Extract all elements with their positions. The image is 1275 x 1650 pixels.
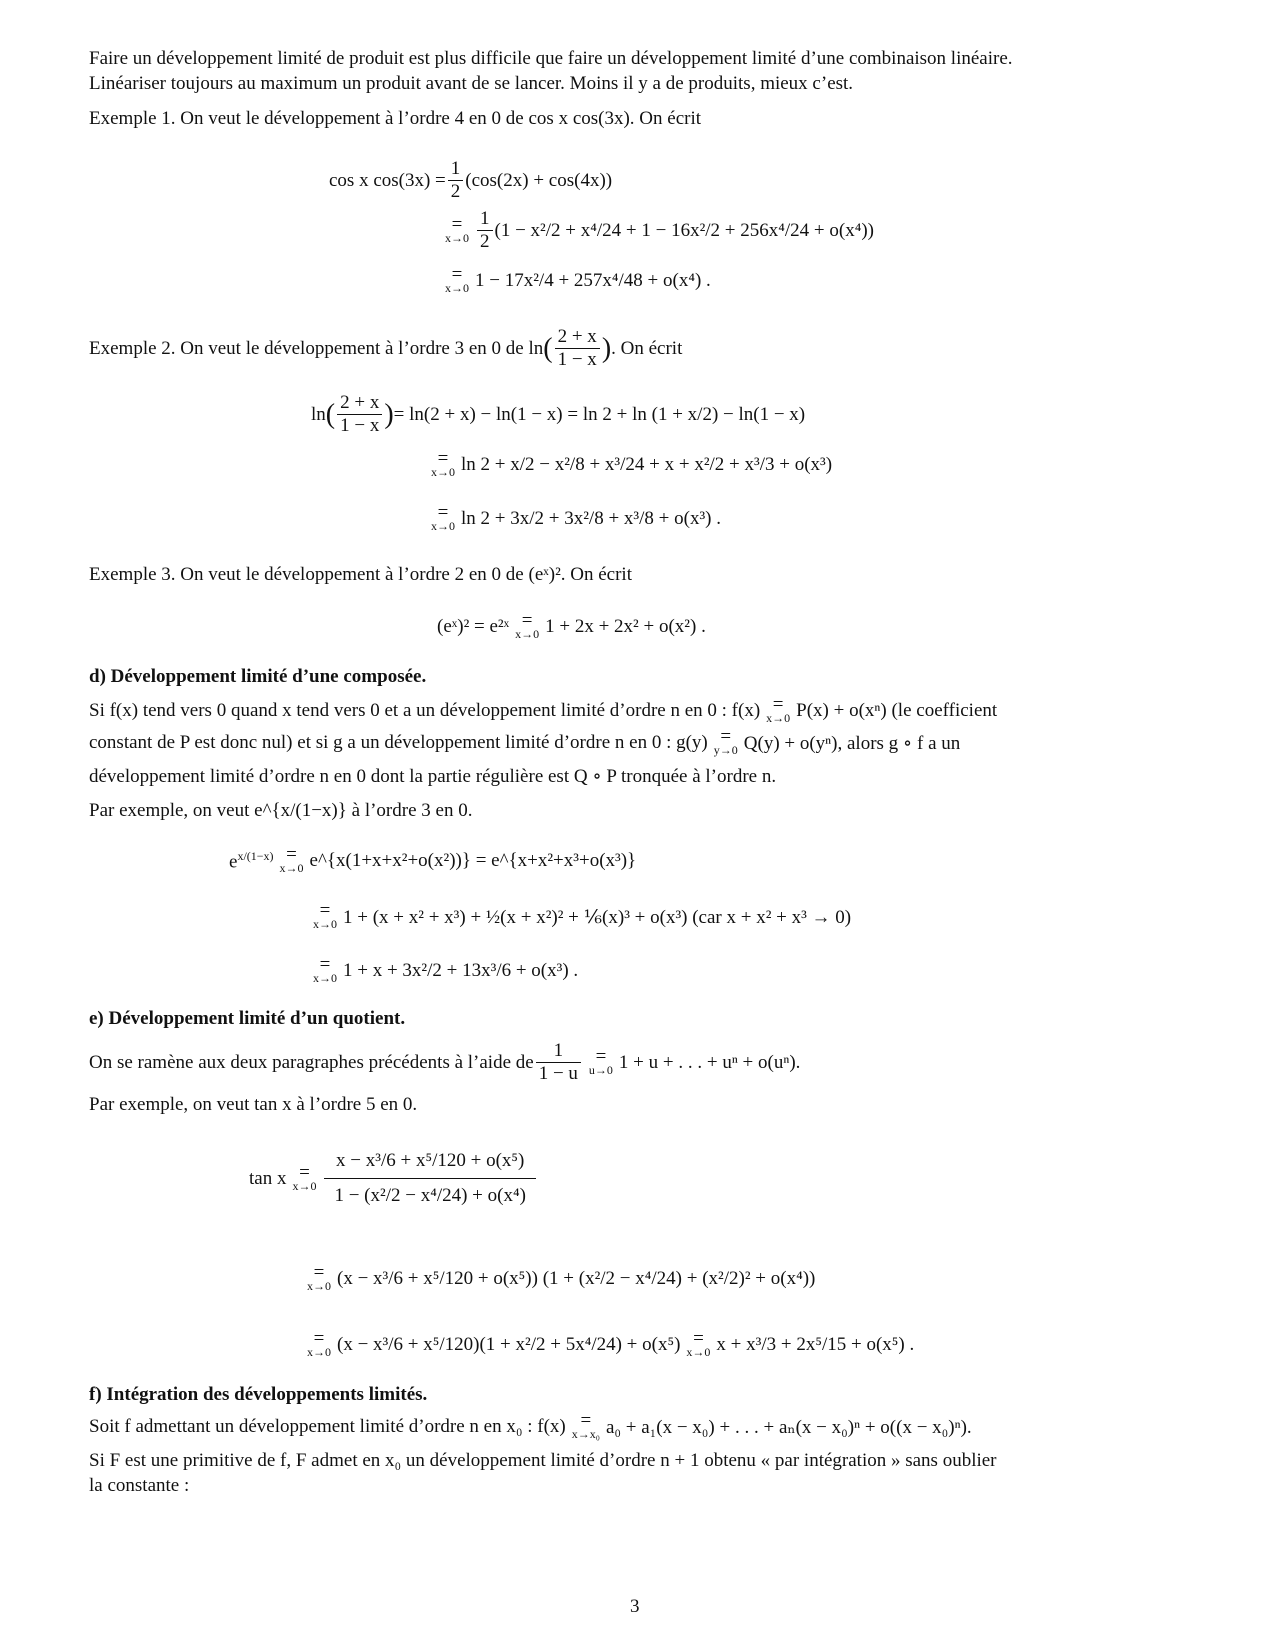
ex3-equation bbox=[437, 610, 706, 641]
tan-denominator: 1 − (x²/2 − x⁴/24) + o(x⁴) bbox=[334, 1185, 526, 1206]
ex2-rhs-2: ln 2 + x/2 − x²/8 + x³/24 + x + x²/2 + x³/3 + o(x³) bbox=[461, 454, 833, 475]
tan-numerator: x − x³/6 + x⁵/120 + o(x⁵) bbox=[324, 1144, 535, 1179]
intro-line-1: Faire un développement limité de produit est plus difficile que faire un développement limité d’une combinaison linéaire. bbox=[89, 48, 1013, 69]
fraction-half: $\frac{1}{2}$ bbox=[448, 158, 464, 203]
section-d-p1b: P(x) + o(xⁿ) (le coefficient bbox=[796, 700, 998, 721]
section-e bbox=[89, 1006, 1185, 1031]
ex2-equation-line-1: ln ( 2 + x 1 − x ) = ln(2 + x) − ln(1 − x) = ln 2 + ln (1 + x/2) − ln(1 − x) bbox=[311, 392, 806, 436]
section-e-eq3: (x − x³/6 + x⁵/120)(1 + x²/2 + 5x⁴/24) + o(x⁵) bbox=[337, 1334, 681, 1355]
section-d-p1: Si f(x) tend vers 0 quand x tend vers 0 et a un développement limité d’ordre n en 0 : f(x) bbox=[89, 700, 761, 721]
section-e-equation-3 bbox=[301, 1328, 915, 1359]
section-d-line-2 bbox=[89, 726, 961, 757]
eq-limit: = x→0 bbox=[313, 954, 337, 985]
ex1-rhs-1: (cos(2x) + cos(4x)) bbox=[465, 169, 613, 191]
fraction-2px-1mx: 2 + x 1 − x bbox=[337, 392, 382, 437]
section-d-p3: développement limité d’ordre n en 0 dont la partie régulière est Q ∘ P tronquée à l’ordre n. bbox=[89, 766, 777, 787]
page-number: 3 bbox=[630, 1596, 640, 1617]
fraction-half: 1 2 bbox=[477, 208, 493, 253]
ex1-equation-line-2 bbox=[439, 208, 874, 253]
section-e-eq2: (x − x³/6 + x⁵/120 + o(x⁵)) (1 + (x²/2 − x⁴/24) + (x²/2)² + o(x⁴)) bbox=[337, 1268, 816, 1289]
eq-limit: = x→x₀ bbox=[571, 1410, 600, 1441]
section-f-heading: f) Intégration des développements limités. bbox=[89, 1384, 428, 1405]
ex2-rhs-3: ln 2 + 3x/2 + 3x²/8 + x³/8 + o(x³) . bbox=[461, 508, 721, 529]
ex2-rhs-1: = ln(2 + x) − ln(1 − x) = ln 2 + ln (1 + x/2) − ln(1 − x) bbox=[393, 403, 806, 425]
eq-limit: = x→0 bbox=[431, 448, 455, 479]
section-f-paragraph bbox=[89, 1448, 1185, 1498]
ex1-rhs-3: 1 − 17x²/4 + 257x⁴/48 + o(x⁴) . bbox=[475, 270, 711, 291]
eq-limit: = x→0 bbox=[279, 844, 304, 875]
section-d-eq1: e^{x(1+x+x²+o(x²))} = e^{x+x²+x³+o(x³)} bbox=[309, 850, 637, 871]
eq-limit: = x→0 bbox=[313, 900, 337, 931]
section-d-line-4 bbox=[89, 798, 1185, 823]
eq-limit: = x→0 bbox=[431, 502, 455, 533]
section-f bbox=[89, 1382, 1185, 1407]
section-d-line-1 bbox=[89, 694, 998, 725]
section-e-p1b: 1 + u + . . . + uⁿ + o(uⁿ). bbox=[618, 1051, 801, 1073]
section-d-equation-3 bbox=[307, 954, 579, 985]
ex2-equation-line-3 bbox=[425, 502, 721, 533]
section-d-equation-1: $e^{x/(1-x)}$ = x→0 e^{x(1+x+x²+o(x²))} = e^{x+x²+x³+o(x³)} bbox=[229, 844, 637, 875]
section-e-heading: e) Développement limité d’un quotient. bbox=[89, 1008, 406, 1029]
eq-limit: = x→0 bbox=[445, 213, 469, 245]
fraction-2px-1mx: 2 + x 1 − x bbox=[555, 326, 600, 371]
example-3-statement: Exemple 3. On veut le développement à l’ordre 2 en 0 de (eˣ)². On écrit bbox=[89, 564, 632, 585]
eq-limit: = x→0 bbox=[307, 1328, 331, 1359]
ex1-equation-line-1 bbox=[329, 158, 612, 203]
example-2-text: Exemple 2. On veut le développement à l’ordre 3 en 0 de ln ( 2 + x 1 − x ) . On écrit bbox=[89, 326, 683, 370]
ex1-lhs: cos x cos(3x) = bbox=[329, 169, 446, 191]
ex2-equation-line-2 bbox=[425, 448, 833, 479]
ex3-rhs: 1 + 2x + 2x² + o(x²) . bbox=[545, 616, 706, 637]
intro-line-2: Linéariser toujours au maximum un produit avant de se lancer. Moins il y a de produits, mieux c’est. bbox=[89, 73, 854, 94]
section-d-equation-2 bbox=[307, 900, 852, 931]
eq-limit: = x→0 bbox=[766, 694, 791, 725]
section-d-eq2: 1 + (x + x² + x³) + ½(x + x²)² + ⅙(x)³ + o(x³) (car x + x² + x³ → 0) bbox=[343, 906, 852, 928]
eq-limit: = u→0 bbox=[588, 1045, 613, 1077]
eq-limit: = x→0 bbox=[445, 264, 469, 295]
section-f-line-1 bbox=[89, 1410, 972, 1441]
section-e-eq3b: x + x³/3 + 2x⁵/15 + o(x⁵) . bbox=[716, 1334, 915, 1355]
section-f-p1b: a₀ + a₁(x − x₀) + . . . + aₙ(x − x₀)ⁿ + o((x − x₀)ⁿ). bbox=[605, 1416, 972, 1438]
section-e-line-1 bbox=[89, 1040, 800, 1085]
example-2-statement-end: . On écrit bbox=[611, 337, 683, 359]
eq-limit: = x→0 bbox=[307, 1262, 331, 1293]
eq-limit: = x→0 bbox=[292, 1161, 317, 1193]
section-d-heading: d) Développement limité d’une composée. bbox=[89, 666, 427, 687]
example-1-text bbox=[89, 106, 1185, 131]
eq-limit: = x→0 bbox=[686, 1328, 711, 1359]
fraction-1-over-1mu: $\frac{1}{1 - u}$ bbox=[536, 1040, 581, 1085]
eq-limit: = x→0 bbox=[515, 610, 540, 641]
section-f-p2: Si F est une primitive de f, F admet en x₀ un développement limité d’ordre n + 1 obtenu « par intégration » sans oublier bbox=[89, 1450, 997, 1471]
eq-limit: = y→0 bbox=[713, 726, 738, 757]
section-e-line-2 bbox=[89, 1092, 1185, 1117]
section-f-p1: Soit f admettant un développement limité d’ordre n en x₀ : f(x) bbox=[89, 1416, 566, 1437]
ex3-lhs: (eˣ)² = e²ˣ bbox=[437, 616, 510, 637]
section-e-equation-2 bbox=[301, 1262, 816, 1293]
ex1-rhs-2: (1 − x²/2 + x⁴/24 + 1 − 16x²/2 + 256x⁴/24 + o(x⁴)) bbox=[494, 219, 874, 241]
section-e-p2: Par exemple, on veut tan x à l’ordre 5 en 0. bbox=[89, 1094, 418, 1115]
ex1-equation-line-3 bbox=[439, 264, 711, 295]
section-d bbox=[89, 664, 1185, 689]
example-2-statement: Exemple 2. On veut le développement à l’ordre 3 en 0 de ln bbox=[89, 337, 544, 359]
section-e-equation-1: tan x = x→0 $\frac{\text{x − x³/6 + x⁵/120 + o(x⁵)}}{\text{1 − (x²/2 − x⁴/24) + o(x⁴)}}$ bbox=[249, 1144, 538, 1213]
section-d-line-3 bbox=[89, 764, 1185, 789]
intro-paragraph bbox=[89, 46, 1185, 96]
tan-fraction bbox=[324, 1144, 535, 1213]
section-e-p1: On se ramène aux deux paragraphes précédents à l’aide de bbox=[89, 1051, 534, 1073]
section-d-p2: constant de P est donc nul) et si g a un développement limité d’ordre n en 0 : g(y) bbox=[89, 732, 708, 753]
section-d-p2b: Q(y) + o(yⁿ), alors g ∘ f a un bbox=[743, 732, 961, 754]
example-1-statement: Exemple 1. On veut le développement à l’ordre 4 en 0 de cos x cos(3x). On écrit bbox=[89, 108, 702, 129]
section-f-p3: la constante : bbox=[89, 1475, 190, 1496]
example-3-text bbox=[89, 562, 1185, 587]
section-d-eq3: 1 + x + 3x²/2 + 13x³/6 + o(x³) . bbox=[343, 960, 579, 981]
section-d-p4: Par exemple, on veut e^{x/(1−x)} à l’ordre 3 en 0. bbox=[89, 800, 473, 821]
